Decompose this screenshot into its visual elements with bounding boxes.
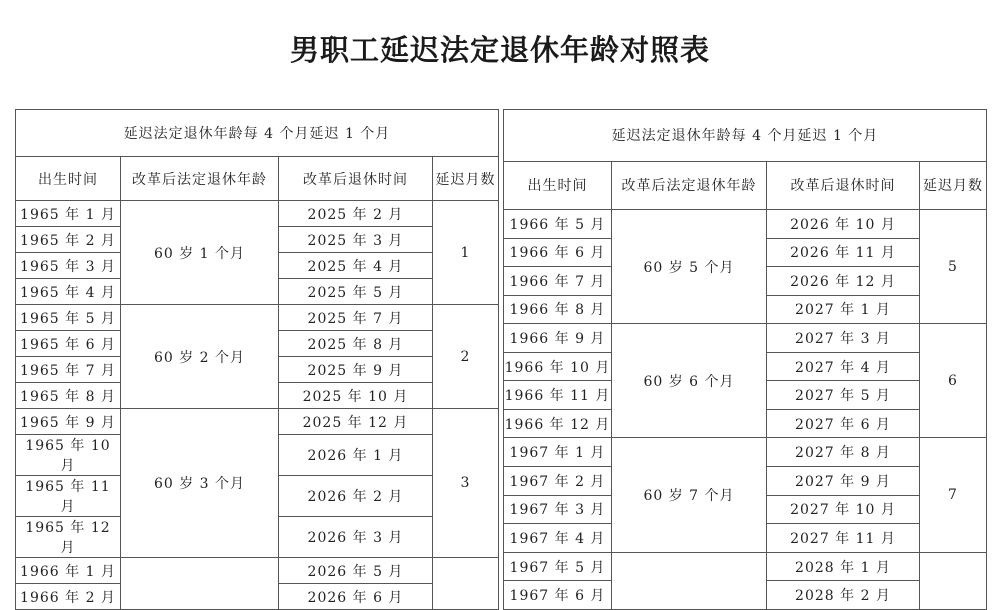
birth-time-cell: 1967 年 2 月 [504,467,612,496]
table-span-header-row [16,110,499,157]
birth-time-cell: 1966 年 12 月 [504,409,612,438]
retirement-time-cell: 2026 年 6 月 [279,584,433,610]
retirement-time-cell: 2027 年 4 月 [767,352,920,381]
retirement-time-cell: 2025 年 10 月 [279,383,433,409]
birth-time-cell: 1965 年 12 月 [16,517,121,558]
table-span-header: 延迟法定退休年龄每 4 个月延迟 1 个月 [504,110,987,162]
birth-time-cell: 1965 年 2 月 [16,227,121,253]
birth-time-cell: 1965 年 10 月 [16,435,121,476]
birth-time-cell: 1966 年 6 月 [504,238,612,267]
table-row [504,552,987,581]
retirement-time-cell: 2028 年 2 月 [767,581,920,610]
delay-months-cell: 6 [920,324,987,438]
retirement-time-cell: 2025 年 8 月 [279,331,433,357]
table-row [16,305,499,331]
table-row [504,209,987,238]
col-header-birth-time: 出生时间 [504,161,612,209]
table-span-header: 延迟法定退休年龄每 4 个月延迟 1 个月 [16,110,499,157]
birth-time-cell: 1965 年 11 月 [16,476,121,517]
retirement-age-cell: 60 岁 2 个月 [121,305,279,409]
birth-time-cell: 1966 年 5 月 [504,209,612,238]
birth-time-cell: 1966 年 7 月 [504,267,612,296]
birth-time-cell: 1965 年 6 月 [16,331,121,357]
table-row [504,438,987,467]
col-header-retirement-time: 改革后退休时间 [767,161,920,209]
retirement-time-cell: 2025 年 12 月 [279,409,433,435]
retirement-age-cell: 60 岁 7 个月 [612,438,767,552]
retirement-time-cell: 2025 年 9 月 [279,357,433,383]
col-header-retirement-age: 改革后法定退休年龄 [121,157,279,201]
birth-time-cell: 1967 年 1 月 [504,438,612,467]
retirement-time-cell: 2026 年 10 月 [767,209,920,238]
retirement-time-cell: 2026 年 3 月 [279,517,433,558]
table-span-header-row [504,110,987,162]
retirement-age-cell: 60 岁 1 个月 [121,201,279,305]
birth-time-cell: 1965 年 3 月 [16,253,121,279]
birth-time-cell: 1966 年 1 月 [16,558,121,584]
birth-time-cell: 1966 年 10 月 [504,352,612,381]
retirement-time-cell: 2027 年 5 月 [767,381,920,410]
table-row [16,558,499,584]
col-header-retirement-age: 改革后法定退休年龄 [612,161,767,209]
delay-months-cell: 5 [920,209,987,323]
retirement-table-right [503,109,987,610]
retirement-time-cell: 2028 年 1 月 [767,552,920,581]
retirement-table-left [15,109,499,610]
retirement-time-cell: 2027 年 10 月 [767,495,920,524]
birth-time-cell: 1966 年 8 月 [504,295,612,324]
table-row [16,201,499,227]
retirement-time-cell: 2027 年 3 月 [767,324,920,353]
delay-months-cell: 1 [433,201,499,305]
retirement-time-cell: 2026 年 12 月 [767,267,920,296]
retirement-time-cell: 2027 年 6 月 [767,409,920,438]
retirement-time-cell: 2025 年 2 月 [279,201,433,227]
retirement-time-cell: 2026 年 5 月 [279,558,433,584]
delay-months-cell [920,552,987,609]
birth-time-cell: 1965 年 9 月 [16,409,121,435]
table-row [504,324,987,353]
retirement-age-cell: 60 岁 6 个月 [612,324,767,438]
delay-months-cell: 7 [920,438,987,552]
retirement-time-cell: 2025 年 3 月 [279,227,433,253]
retirement-time-cell: 2025 年 4 月 [279,253,433,279]
delay-months-cell: 2 [433,305,499,409]
birth-time-cell: 1965 年 5 月 [16,305,121,331]
birth-time-cell: 1967 年 4 月 [504,524,612,553]
table-row [16,409,499,435]
retirement-time-cell: 2027 年 9 月 [767,467,920,496]
tables-container [15,109,985,610]
retirement-time-cell: 2026 年 11 月 [767,238,920,267]
birth-time-cell: 1967 年 5 月 [504,552,612,581]
col-header-retirement-time: 改革后退休时间 [279,157,433,201]
birth-time-cell: 1965 年 8 月 [16,383,121,409]
birth-time-cell: 1965 年 4 月 [16,279,121,305]
col-header-birth-time: 出生时间 [16,157,121,201]
birth-time-cell: 1967 年 6 月 [504,581,612,610]
birth-time-cell: 1965 年 7 月 [16,357,121,383]
page-title: 男职工延迟法定退休年龄对照表 [289,33,710,67]
retirement-time-cell: 2026 年 1 月 [279,435,433,476]
delay-months-cell: 3 [433,409,499,558]
birth-time-cell: 1966 年 2 月 [16,584,121,610]
birth-time-cell: 1967 年 3 月 [504,495,612,524]
retirement-age-cell: 60 岁 3 个月 [121,409,279,558]
retirement-age-cell: 60 岁 5 个月 [612,209,767,323]
table-column-header-row [504,161,987,209]
retirement-time-cell: 2025 年 7 月 [279,305,433,331]
retirement-time-cell: 2025 年 5 月 [279,279,433,305]
col-header-delay-months: 延迟月数 [433,157,499,201]
birth-time-cell: 1965 年 1 月 [16,201,121,227]
delay-months-cell [433,558,499,610]
retirement-time-cell: 2027 年 8 月 [767,438,920,467]
table-column-header-row [16,157,499,201]
birth-time-cell: 1966 年 11 月 [504,381,612,410]
retirement-age-cell [612,552,767,609]
retirement-time-cell: 2027 年 1 月 [767,295,920,324]
retirement-time-cell: 2027 年 11 月 [767,524,920,553]
retirement-age-cell [121,558,279,610]
retirement-time-cell: 2026 年 2 月 [279,476,433,517]
birth-time-cell: 1966 年 9 月 [504,324,612,353]
col-header-delay-months: 延迟月数 [920,161,987,209]
